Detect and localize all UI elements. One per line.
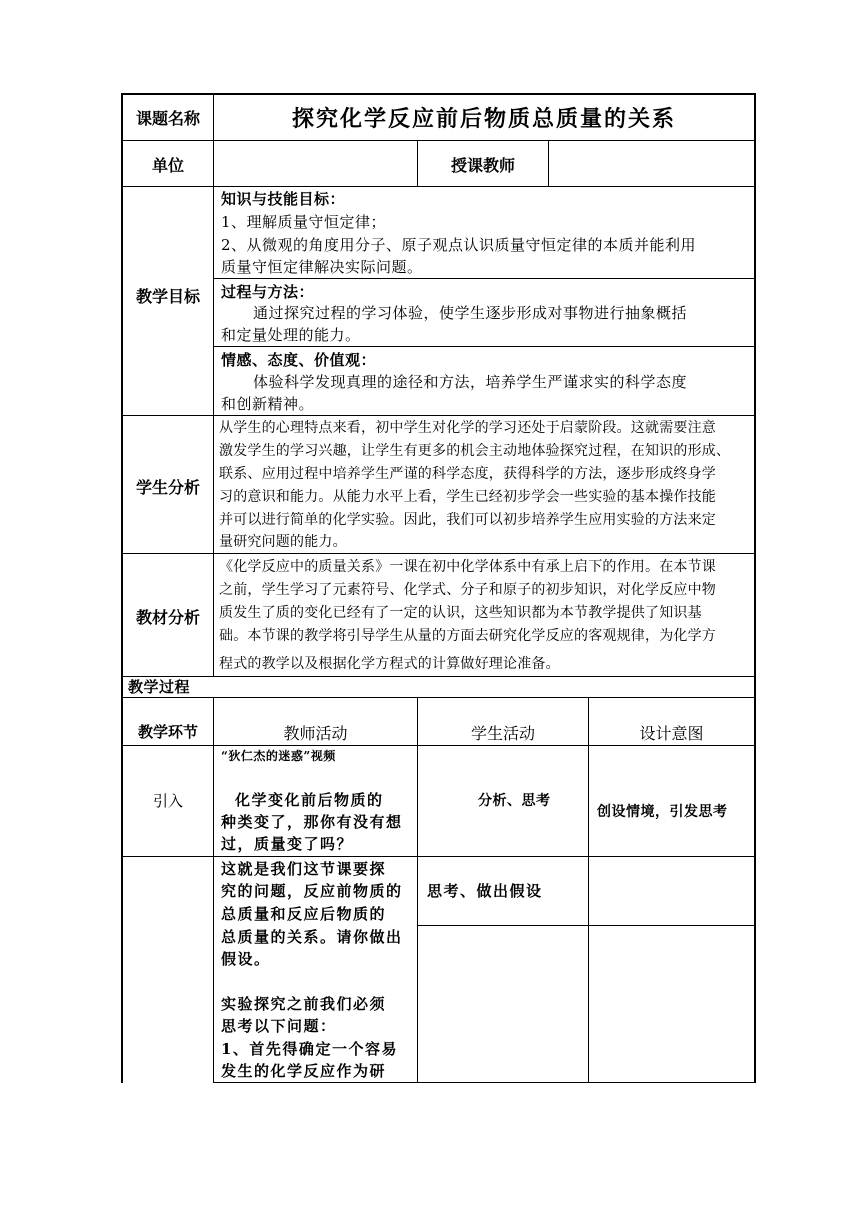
emotion-line: 和创新精神。 (221, 395, 315, 413)
material-analysis-label: 教材分析 (135, 608, 200, 627)
topic-title: 探究化学反应前后物质总质量的关系 (291, 106, 676, 132)
student-analysis-line: 习的意识和能力。从能力水平上看，学生已经初步学会一些实验的基本操作技能 (219, 489, 716, 505)
col-header-intent: 设计意图 (639, 724, 704, 743)
hypothesis-teacher-line: 究的问题，反应前物质的 (221, 882, 403, 900)
row-line (121, 856, 756, 857)
intro-teacher-line: 种类变了，那你有没有想 (221, 813, 403, 831)
knowledge-heading: 知识与技能目标： (221, 190, 346, 208)
hypothesis-teacher-line: 实验探究之前我们必须 (221, 995, 387, 1013)
col-header-stage: 教学环节 (137, 723, 198, 741)
knowledge-line: 质量守恒定律解决实际问题。 (221, 258, 423, 276)
student-analysis-line: 从学生的心理特点来看，初中学生对化学的学习还处于启蒙阶段。这就需要注意 (219, 420, 716, 436)
row-line (121, 553, 756, 554)
process-method-line: 和定量处理的能力。 (221, 326, 361, 344)
col-header-student: 学生活动 (470, 724, 535, 743)
topic-label: 课题名称 (135, 109, 200, 128)
hypothesis-teacher-line: 1、首先得确定一个容易 (221, 1040, 398, 1058)
student-analysis-line: 并可以进行简单的化学实验。因此，我们可以初步培养学生应用实验的方法来定 (219, 512, 716, 528)
sub-row-line (417, 925, 756, 926)
intro-intent: 创设情境，引发思考 (597, 804, 728, 820)
student-analysis-line: 联系、应用过程中培养学生严谨的科学态度，获得科学的方法，逐步形成终身学 (219, 466, 716, 482)
row-line (121, 140, 756, 141)
row-line (121, 186, 756, 187)
table-border-left (121, 93, 123, 1083)
emotion-heading: 情感、态度、价值观： (221, 351, 377, 369)
hypothesis-student: 思考、做出假设 (427, 882, 543, 900)
table-border-right (754, 93, 756, 1083)
hypothesis-teacher-line: 总质量的关系。请你做出 (221, 928, 403, 946)
row-line (121, 415, 756, 416)
intro-teacher-line: 化学变化前后物质的 (235, 791, 384, 809)
intro-video: “狄仁杰的迷惑”视频 (221, 749, 336, 763)
intro-stage: 引入 (152, 792, 183, 810)
row-line (121, 676, 756, 677)
process-method-heading: 过程与方法： (221, 283, 315, 301)
label-column-divider-lower (213, 698, 214, 1083)
process-col-divider-1 (417, 698, 418, 1083)
col-header-teacher: 教师活动 (283, 724, 348, 743)
process-col-divider-2 (588, 698, 589, 1083)
hypothesis-teacher-line: 总质量和反应后物质的 (221, 905, 387, 923)
hypothesis-teacher-line: 这就是我们这节课要探 (221, 860, 387, 878)
process-method-line: 通过探究过程的学习体验，使学生逐步形成对事物进行抽象概括 (253, 304, 688, 322)
hypothesis-teacher-line: 发生的化学反应作为研 (221, 1062, 387, 1080)
row-line (121, 745, 756, 746)
teacher-divider (548, 140, 549, 186)
intro-teacher-line: 过，质量变了吗？ (221, 835, 354, 853)
intro-student: 分析、思考 (478, 793, 551, 809)
material-analysis-line: 程式的教学以及根据化学方程式的计算做好理论准备。 (219, 656, 560, 672)
student-analysis-line: 量研究问题的能力。 (219, 534, 347, 550)
emotion-line: 体验科学发现真理的途径和方法，培养学生严谨求实的科学态度 (253, 373, 688, 391)
material-analysis-line: 《化学反应中的质量关系》一课在初中化学体系中有承上启下的作用。在本节课 (219, 559, 716, 575)
goals-label: 教学目标 (135, 287, 200, 306)
label-column-divider (213, 93, 214, 677)
knowledge-line: 1、理解质量守恒定律； (221, 213, 387, 231)
hypothesis-teacher-line: 思考以下问题： (221, 1017, 337, 1035)
material-analysis-line: 之前，学生学习了元素符号、化学式、分子和原子的初步知识，对化学反应中物 (219, 582, 716, 598)
process-label: 教学过程 (128, 678, 191, 696)
row-line (121, 697, 756, 698)
hypothesis-teacher-line: 假设。 (221, 950, 271, 968)
knowledge-line: 2、从微观的角度用分子、原子观点认识质量守恒定律的本质并能利用 (221, 236, 697, 254)
student-analysis-label: 学生分析 (135, 478, 200, 497)
unit-label: 单位 (151, 156, 184, 175)
student-analysis-line: 激发学生的学习兴趣，让学生有更多的机会主动地体验探究过程，在知识的形成、 (219, 443, 731, 459)
teacher-label: 授课教师 (450, 156, 515, 175)
material-analysis-line: 础。本节课的教学将引导学生从量的方面去研究化学反应的客观规律，为化学方 (219, 628, 716, 644)
table-border-top (121, 93, 756, 95)
material-analysis-line: 质发生了质的变化已经有了一定的认识，这些知识都为本节教学提供了知识基 (219, 605, 702, 621)
